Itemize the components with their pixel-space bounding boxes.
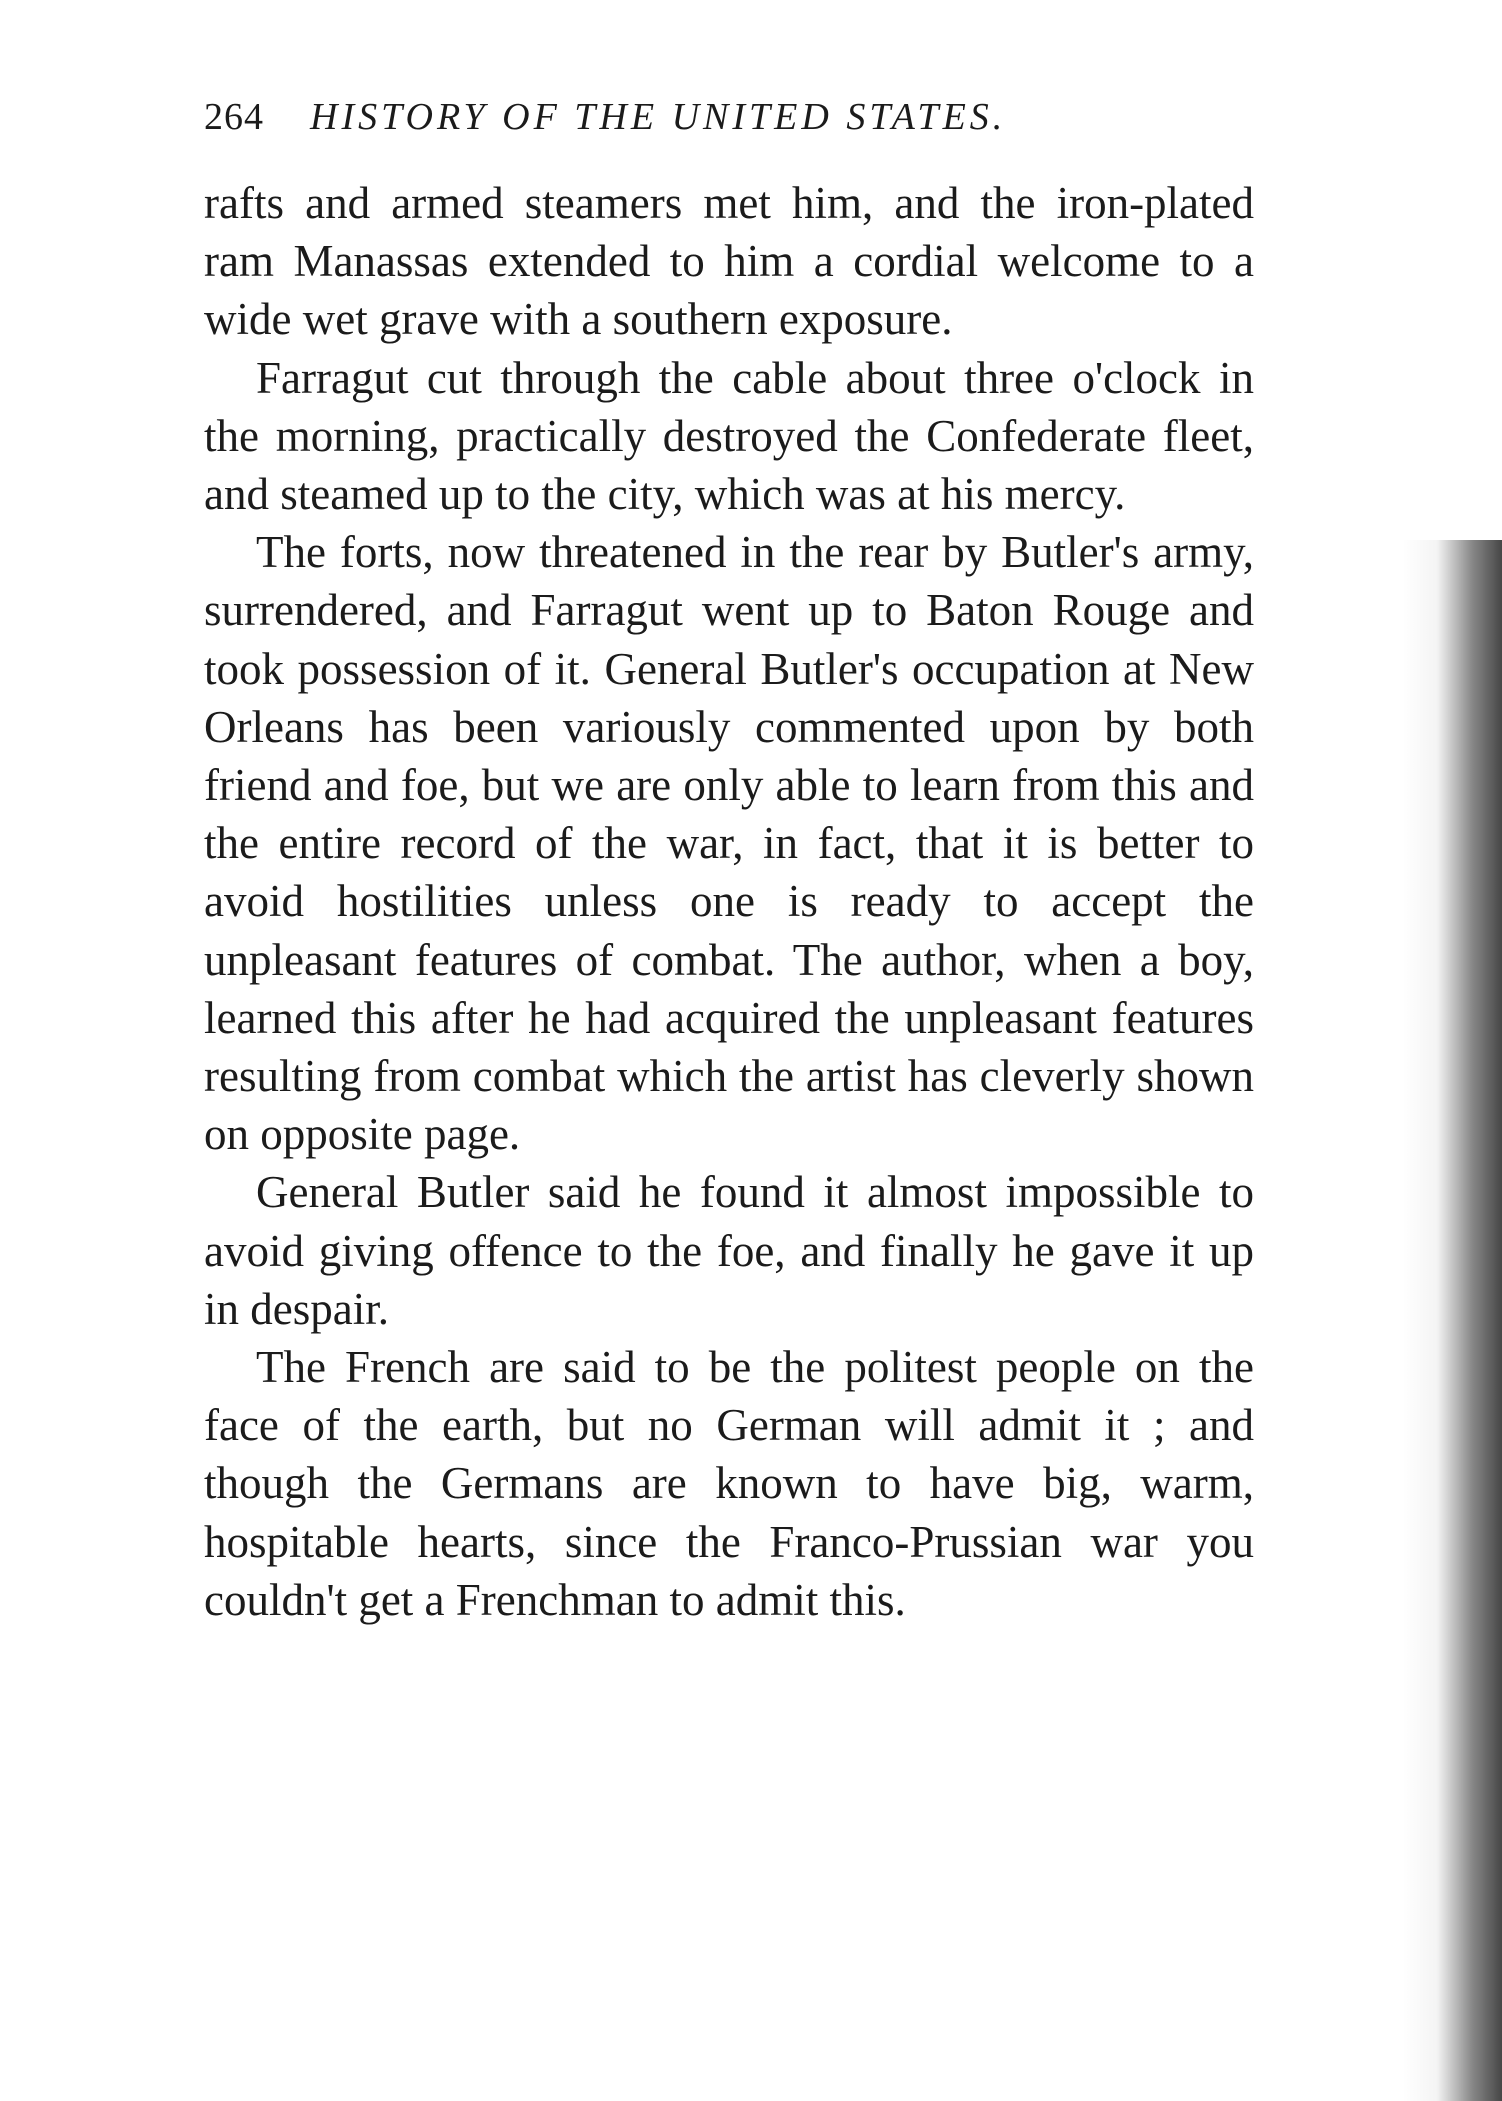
body-text [204, 174, 1254, 1629]
running-head [204, 92, 1254, 142]
paragraph: The French are said to be the politest people on the face of the earth, but no German will admit it ; and though the Germans are known to have big, warm, hospitable hearts, since the Franco-Prussian war you couldn't get a Frenchman to admit this. [204, 1342, 1254, 1625]
page-number: 264 [204, 96, 264, 138]
paragraph: The forts, now threatened in the rear by Butler's army, surrendered, and Farragut went up to Baton Rouge and took possession of it. General Butler's occupation at New Orleans has been variously commented upon by both friend and foe, but we are only able to learn from this and the entire record of the war, in fact, that it is better to avoid hostilities unless one is ready to accept the unpleasant features of combat. The author, when a boy, learned this after he had acquired the unpleasant features resulting from combat which the artist has cleverly shown on opposite page. [204, 527, 1254, 1160]
paragraph: Farragut cut through the cable about three o'clock in the morning, practically destroyed the Confederate fleet, and steamed up to the city, which was at his mercy. [204, 352, 1254, 520]
paragraph: General Butler said he found it almost impossible to avoid giving offence to the foe, and finally he gave it up in despair. [204, 1167, 1254, 1334]
paragraph: rafts and armed steamers met him, and the iron-plated ram Manassas extended to him a cordial welcome to a wide wet grave with a southern exposure. [204, 178, 1254, 345]
running-title: HISTORY OF THE UNITED STATES. [310, 96, 1007, 138]
page-edge-shadow [1402, 540, 1502, 2101]
